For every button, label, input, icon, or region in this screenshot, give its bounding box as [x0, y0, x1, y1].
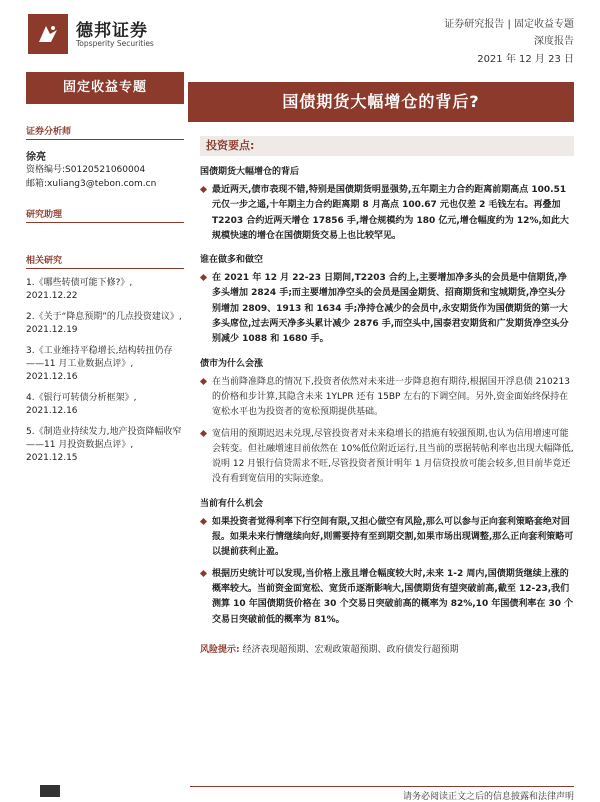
report-title: 国债期货大幅增仓的背后? — [188, 82, 574, 122]
risk-warning — [200, 642, 574, 655]
related-title: 4.《银行可转债分析框架》, — [26, 393, 137, 403]
report-type-line — [444, 16, 574, 33]
research-assistant-heading: 研究助理 — [26, 207, 184, 223]
category-banner: 固定收益专题 — [26, 72, 184, 104]
section-title: 债市为什么会涨 — [200, 358, 264, 369]
brand-name-cn: 德邦证券 — [76, 21, 148, 41]
paragraph-text: 在 2021 年 12 月 22-23 日期间,T2203 合约上,主要增加净多头的会员是中信期货,净多头增加 2824 手;而主要增加净空头的会员是国金期货、招商期货和宝城期货,净空头分别增加 2809、1913 和 1634 手;净持仓减少的会员中,永安期货作为国债期货的第一大多头席位,过去两天净多头累计减少 2876 手,而空头中,国泰君安期货和广发期货净空头分别减少 1088 和 1680 手。 — [212, 273, 569, 345]
analyst-heading: 证券分析师 — [26, 124, 184, 140]
report-type: 证券研究报告 — [444, 19, 505, 30]
diamond-bullet-icon — [200, 186, 207, 193]
related-item[interactable] — [26, 311, 184, 337]
qr-code-icon — [40, 785, 60, 797]
paragraph — [200, 515, 574, 561]
risk-label: 风险提示: — [200, 644, 240, 655]
paragraph — [200, 271, 574, 347]
section-title: 谁在做多和做空 — [200, 255, 264, 266]
diamond-bullet-icon — [200, 570, 207, 577]
related-date: 2021.12.15 — [26, 453, 78, 463]
related-item[interactable] — [26, 392, 184, 418]
analyst-name: 徐亮 — [26, 152, 46, 163]
diamond-bullet-icon — [200, 378, 207, 385]
brand-logo — [28, 14, 198, 62]
related-item[interactable] — [26, 345, 184, 384]
paragraph-text: 最近两天,债市表现不错,特别是国债期货明显强势,五年期主力合约距离前期高点 100.51 元仅一步之遥,十年期主力合约距离期 8 月高点 100.67 元也仅差 2 毛钱左右。再叠加 T2203 合约近两天增仓 17856 手,增仓规模约为 180 亿元,增仓幅度约为 12%,如此大规模快速的增仓在国债期货交易上也比较罕见。 — [212, 185, 569, 241]
related-date: 2021.12.16 — [26, 372, 78, 382]
analyst-cert: 资格编号:S0120521060004 — [26, 165, 146, 175]
related-research-heading: 相关研究 — [26, 253, 184, 269]
sidebar — [26, 120, 184, 465]
diamond-bullet-icon — [200, 274, 207, 281]
risk-text: 经济表现超预期、宏观政策超预期、政府债发行超预期 — [242, 644, 459, 655]
section-title: 当前有什么机会 — [200, 498, 264, 509]
paragraph — [200, 183, 574, 244]
paragraph-text: 宽信用的预期迟迟未兑现,尽管投资者对未来稳增长的措施有较强预期,也认为信用增速可能会转变。但社融增速目前依然在 10%低位附近运行,且当前的票据转帖利率也出现大幅降低,说明 12 月银行信贷需求不旺,尽管投资者预计明年 1 月信贷投放可能会较多,但目前毕竟还没有看到宽信用的实际迹象。 — [212, 428, 574, 485]
related-date: 2021.12.19 — [26, 325, 78, 335]
paragraph-text: 如果投资者觉得利率下行空间有限,又担心做空有风险,那么可以参与正向套利策略套绝对回报。如果未来行情继续向好,则需要持有至到期交割,如果市场出现调整,那么正向套利策略可以提前获利止盈。 — [212, 516, 574, 558]
diamond-bullet-icon — [200, 430, 207, 437]
paragraph-text: 在当前降准降息的情况下,投资者依然对未来进一步降息抱有期待,根据国开浮息债 210213 的价格和步计算,其隐含未来 1YLPR 还有 15BP 左右的下调空间。另外,资金面始终保持在宽松水平也为投资者的宽松预期提供基础。 — [212, 376, 570, 418]
report-header — [444, 16, 574, 50]
related-item[interactable] — [26, 426, 184, 465]
paragraph — [200, 567, 574, 628]
section-title: 国债期货大幅增仓的背后 — [200, 167, 300, 177]
header-separator: | — [507, 19, 514, 30]
report-date: 2021 年 12 月 23 日 — [477, 54, 574, 65]
related-title: 2.《关于“降息预期”的几点投资建议》, — [26, 312, 182, 322]
related-date: 2021.12.22 — [26, 291, 78, 301]
related-date: 2021.12.16 — [26, 406, 78, 416]
footer-disclaimer: 请务必阅读正文之后的信息披露和法律声明 — [402, 792, 574, 802]
logo-icon — [28, 14, 68, 54]
paragraph — [200, 427, 574, 488]
report-depth: 深度报告 — [534, 36, 574, 47]
related-title: 5.《制造业持续发力,地产投资降幅收窄——11 月投资数据点评》, — [26, 427, 182, 450]
footer-divider — [190, 786, 574, 787]
related-item[interactable] — [26, 277, 184, 303]
diamond-bullet-icon — [200, 518, 207, 525]
paragraph-text: 根据历史统计可以发现,当价格上涨且增仓幅度较大时,未来 1-2 周内,国债期货继续上涨的概率较大。当前资金面宽松、宽货币逐渐影响大,国债期货有望突破前高,截至 12-23,我们测算 10 年国债期货价格在 30 个交易日突破前高的概率为 82%,10 年国债利率在 30 个交易日突破前低的概率为 81%。 — [212, 568, 574, 625]
related-title: 3.《工业维持平稳增长,结构转扭仍存——11 月工业数据点评》, — [26, 346, 173, 369]
paragraph — [200, 375, 574, 421]
related-title: 1.《哪些转债可能下修?》, — [26, 278, 133, 288]
brand-name-en: Topsperity Securities — [76, 39, 154, 48]
main-content — [200, 136, 574, 655]
report-category: 固定收益专题 — [514, 19, 574, 30]
key-points-heading: 投资要点: — [200, 136, 574, 156]
analyst-email[interactable]: 邮箱:xuliang3@tebon.com.cn — [26, 179, 157, 189]
